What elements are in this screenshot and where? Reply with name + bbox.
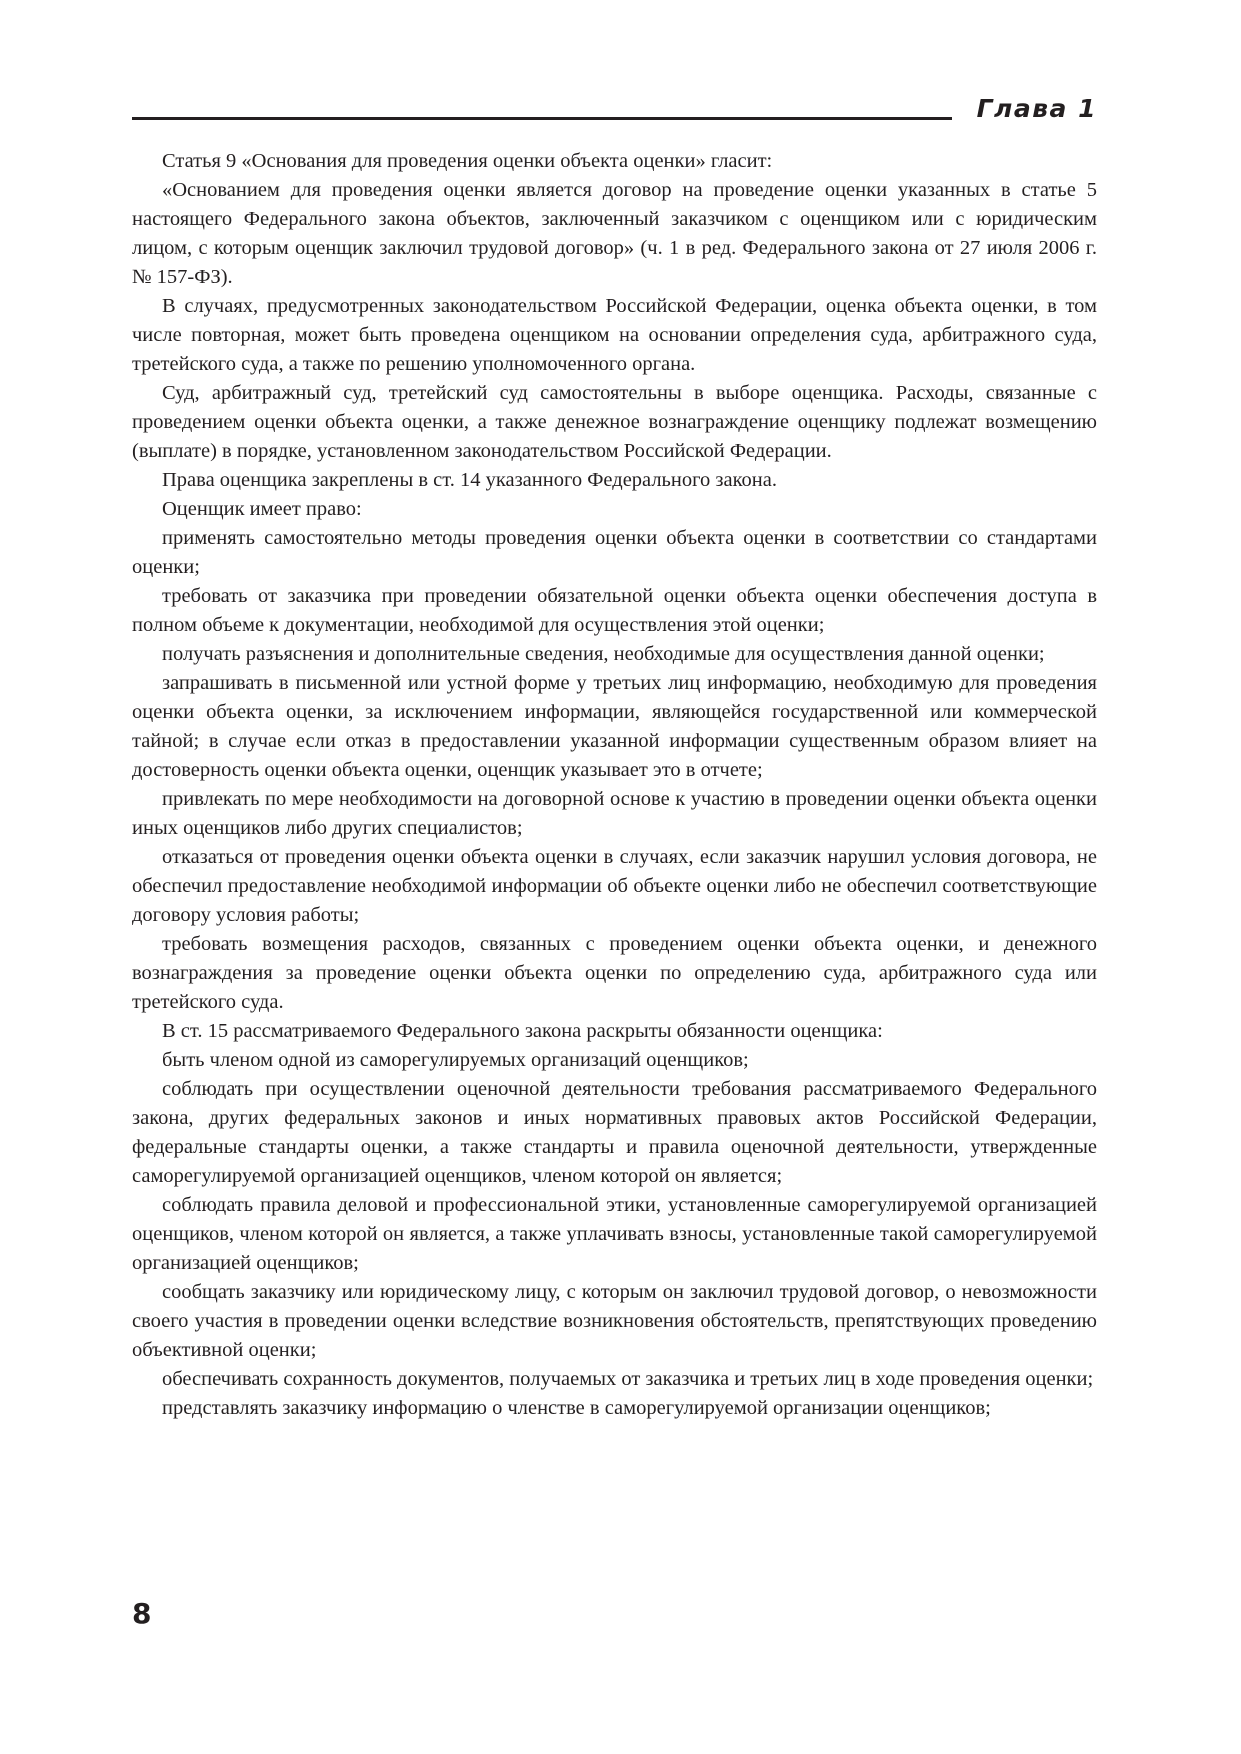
paragraph: Права оценщика закреплены в ст. 14 указанного Федерального закона.	[162, 469, 777, 491]
page-number: 8	[132, 1597, 152, 1630]
running-header	[132, 94, 1097, 128]
chapter-title: Глава 1	[976, 94, 1097, 123]
paragraph: быть членом одной из саморегулируемых организаций оценщиков;	[162, 1049, 749, 1071]
paragraph: Суд, арбитражный суд, третейский суд самостоятельны в выборе оценщика. Расходы, связанные с проведением оценки объекта оценки, а также денежное вознаграждение оценщику подлежат возмещению (выплате) в порядке, установленном законодательством Российской Федерации.	[132, 382, 1097, 462]
paragraph: соблюдать при осуществлении оценочной деятельности требования рассматриваемого Федерального закона, других федеральных законов и иных нормативных правовых актов Российской Федерации, федеральные стандарты оценки, а также стандарты и правила оценочной деятельности, утвержденные саморегулируемой организацией оценщиков, членом которой он является;	[132, 1078, 1097, 1187]
paragraph: представлять заказчику информацию о членстве в саморегулируемой организации оценщиков;	[162, 1397, 991, 1419]
paragraph: сообщать заказчику или юридическому лицу, с которым он заключил трудовой договор, о невозможности своего участия в проведении оценки вследствие возникновения обстоятельств, препятствующих проведению объективной оценки;	[132, 1281, 1097, 1361]
paragraph: получать разъяснения и дополнительные сведения, необходимые для осуществления данной оценки;	[162, 643, 1045, 665]
header-rule	[132, 117, 952, 120]
paragraph: В случаях, предусмотренных законодательством Российской Федерации, оценка объекта оценки, в том числе повторная, может быть проведена оценщиком на основании определения суда, арбитражного суда, третейского суда, а также по решению уполномоченного органа.	[132, 295, 1097, 375]
body-text	[132, 147, 1097, 1423]
paragraph: Статья 9 «Основания для проведения оценки объекта оценки» гласит:	[162, 150, 773, 172]
paragraph: соблюдать правила деловой и профессиональной этики, установленные саморегулируемой организацией оценщиков, членом которой он является, а также уплачивать взносы, установленные такой саморегулируемой организацией оценщиков;	[132, 1194, 1097, 1274]
paragraph: отказаться от проведения оценки объекта оценки в случаях, если заказчик нарушил условия договора, не обеспечил предоставление необходимой информации об объекте оценки либо не обеспечил соответствующие договору условия работы;	[132, 846, 1097, 926]
paragraph: «Основанием для проведения оценки является договор на проведение оценки указанных в статье 5 настоящего Федерального закона объектов, заключенный заказчиком с оценщиком или с юридическим лицом, с которым оценщик заключил трудовой договор» (ч. 1 в ред. Федерального закона от 27 июля 2006 г. № 157-ФЗ).	[132, 179, 1097, 288]
paragraph: требовать возмещения расходов, связанных с проведением оценки объекта оценки, и денежного вознаграждения за проведение оценки объекта оценки по определению суда, арбитражного суда или третейского суда.	[132, 933, 1097, 1013]
paragraph: запрашивать в письменной или устной форме у третьих лиц информацию, необходимую для проведения оценки объекта оценки, за исключением информации, являющейся государственной или коммерческой тайной; в случае если отказ в предоставлении указанной информации существенным образом влияет на достоверность оценки объекта оценки, оценщик указывает это в отчете;	[132, 672, 1097, 781]
paragraph: требовать от заказчика при проведении обязательной оценки объекта оценки обеспечения доступа в полном объеме к документации, необходимой для осуществления этой оценки;	[132, 585, 1097, 636]
paragraph: привлекать по мере необходимости на договорной основе к участию в проведении оценки объекта оценки иных оценщиков либо других специалистов;	[132, 788, 1097, 839]
paragraph: обеспечивать сохранность документов, получаемых от заказчика и третьих лиц в ходе проведения оценки;	[162, 1368, 1094, 1390]
paragraph: В ст. 15 рассматриваемого Федерального закона раскрыты обязанности оценщика:	[162, 1020, 883, 1042]
paragraph: применять самостоятельно методы проведения оценки объекта оценки в соответствии со стандартами оценки;	[132, 527, 1097, 578]
paragraph: Оценщик имеет право:	[162, 498, 362, 520]
